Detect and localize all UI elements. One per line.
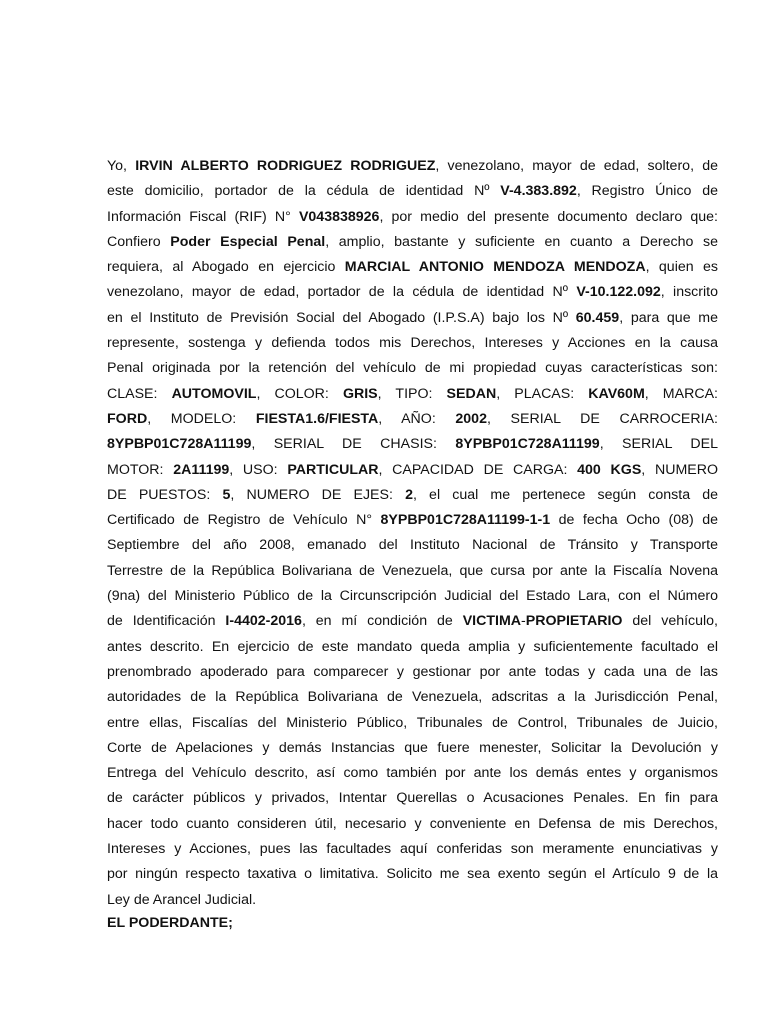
- bold-term: V-4.383.892: [500, 183, 577, 200]
- text-line: entre ellas, Fiscalías del Ministerio Público, Tribunales de Control, Tribunales de Juicio,: [107, 714, 718, 731]
- text-line: por ningún respecto taxativa o limitativa. Solicito me sea exento según el Artículo 9 de la: [107, 866, 718, 883]
- text-line: Corte de Apelaciones y demás Instancias que fuere menester, Solicitar la Devolución y: [107, 739, 718, 756]
- bold-term: 60.459: [575, 309, 620, 326]
- bold-term: SEDAN: [446, 385, 497, 402]
- bold-term: MARCIAL ANTONIO MENDOZA MENDOZA: [344, 259, 646, 276]
- text-line: (9na) del Ministerio Público de la Circunscripción Judicial del Estado Lara, con el Número: [107, 588, 718, 605]
- bold-term: Poder Especial Penal: [170, 233, 326, 250]
- bold-term: VICTIMA: [462, 613, 522, 630]
- text-line: hacer todo cuanto consideren útil, necesario y conveniente en Defensa de mis Derechos,: [107, 815, 718, 832]
- text-line: prenombrado apoderado para comparecer y gestionar por ante todas y cada una de las: [107, 663, 718, 680]
- bold-term: 8YPBP01C728A11199: [455, 436, 600, 453]
- bold-term: PARTICULAR: [287, 461, 379, 478]
- text-line: Confiero Poder Especial Penal, amplio, bastante y suficiente en cuanto a Derecho se: [107, 233, 718, 250]
- bold-term: 2A11199: [173, 461, 230, 478]
- text-line: en el Instituto de Previsión Social del Abogado (I.P.S.A) bajo los Nº 60.459, para que me: [107, 309, 718, 326]
- bold-term: KAV60M: [588, 385, 645, 402]
- bold-term: 8YPBP01C728A11199-1-1: [380, 512, 551, 529]
- power-of-attorney-paragraph: [107, 154, 718, 913]
- text-line: Ley de Arancel Judicial.: [107, 891, 257, 908]
- text-line: Intereses y Acciones, pues las facultades aquí conferidas son meramente enunciativas y: [107, 841, 718, 858]
- bold-term: 2002: [455, 410, 487, 427]
- text-line: de carácter públicos y privados, Intentar Querellas o Acusaciones Penales. En fin para: [107, 790, 718, 807]
- text-line: CLASE: AUTOMOVIL, COLOR: GRIS, TIPO: SEDAN, PLACAS: KAV60M, MARCA:: [107, 385, 718, 402]
- bold-term: GRIS: [342, 385, 378, 402]
- text-line: Información Fiscal (RIF) N° V043838926, por medio del presente documento declaro que:: [107, 208, 718, 225]
- text-line: este domicilio, portador de la cédula de identidad Nº V-4.383.892, Registro Único de: [107, 183, 718, 200]
- text-line: 8YPBP01C728A11199, SERIAL DE CHASIS: 8YPBP01C728A11199, SERIAL DEL: [107, 436, 718, 453]
- bold-term: AUTOMOVIL: [171, 385, 257, 402]
- text-line: FORD, MODELO: FIESTA1.6/FIESTA, AÑO: 2002, SERIAL DE CARROCERIA:: [107, 410, 718, 427]
- text-line: represente, sostenga y defienda todos mis Derechos, Intereses y Acciones en la causa: [107, 335, 718, 352]
- text-line: venezolano, mayor de edad, portador de la cédula de identidad Nº V-10.122.092, inscrito: [107, 284, 718, 301]
- bold-term: 400 KGS: [577, 461, 642, 478]
- text-line: Entrega del Vehículo descrito, así como también por ante los demás entes y organismos: [107, 765, 718, 782]
- bold-term: PROPIETARIO: [525, 613, 623, 630]
- bold-term: FORD: [107, 410, 148, 427]
- bold-term: IRVIN ALBERTO RODRIGUEZ RODRIGUEZ: [135, 158, 436, 174]
- text-line: antes descrito. En ejercicio de este mandato queda amplia y suficientemente facultado el: [107, 638, 718, 655]
- text-line: requiera, al Abogado en ejercicio MARCIAL ANTONIO MENDOZA MENDOZA, quien es: [107, 259, 718, 276]
- bold-term: FIESTA1.6/FIESTA: [255, 410, 379, 427]
- signature-label: EL PODERDANTE;: [107, 915, 233, 931]
- text-line: MOTOR: 2A11199, USO: PARTICULAR, CAPACIDAD DE CARGA: 400 KGS, NUMERO: [107, 461, 719, 478]
- bold-term: 5: [222, 486, 231, 503]
- bold-term: I-4402-2016: [225, 613, 302, 630]
- text-line: Yo, IRVIN ALBERTO RODRIGUEZ RODRIGUEZ, venezolano, mayor de edad, soltero, de: [107, 158, 718, 174]
- bold-term: V043838926: [298, 208, 380, 225]
- text-line: de Identificación I-4402-2016, en mí condición de VICTIMA-PROPIETARIO del vehículo,: [107, 613, 719, 630]
- text-line: Terrestre de la República Bolivariana de Venezuela, que cursa por ante la Fiscalía Novena: [107, 562, 718, 579]
- bold-term: V-10.122.092: [576, 284, 661, 301]
- text-line: Septiembre del año 2008, emanado del Instituto Nacional de Tránsito y Transporte: [107, 537, 718, 554]
- text-line: DE PUESTOS: 5, NUMERO DE EJES: 2, el cual me pertenece según consta de: [107, 486, 719, 503]
- text-line: autoridades de la República Bolivariana de Venezuela, adscritas a la Jurisdicción Penal,: [107, 689, 718, 706]
- bold-term: 8YPBP01C728A11199: [107, 436, 252, 453]
- text-line: Penal originada por la retención del vehículo de mi propiedad cuyas características son:: [107, 360, 718, 377]
- text-line: Certificado de Registro de Vehículo N° 8YPBP01C728A11199-1-1 de fecha Ocho (08) de: [107, 512, 719, 529]
- bold-term: 2: [405, 486, 413, 503]
